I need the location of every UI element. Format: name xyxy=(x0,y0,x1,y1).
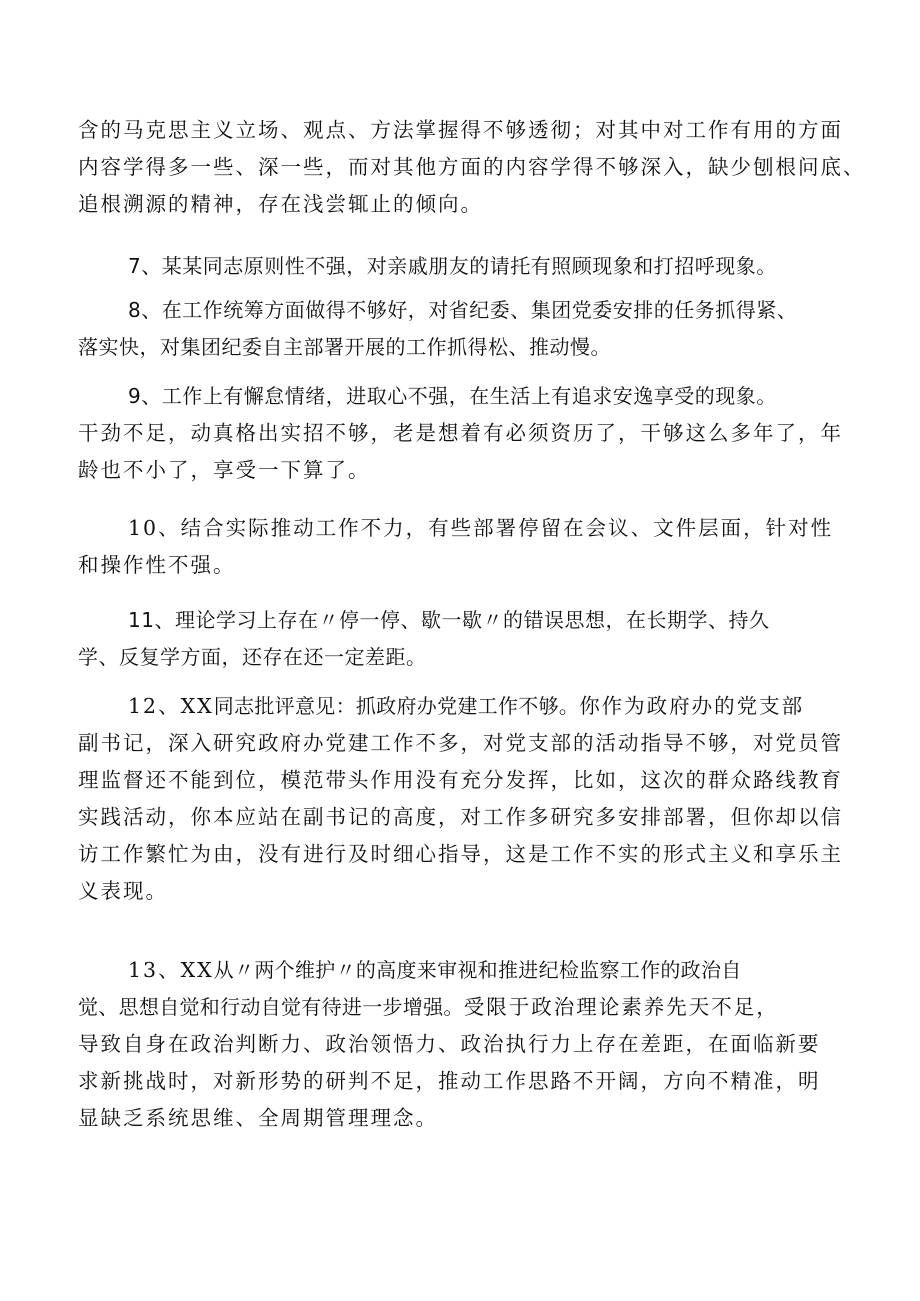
item-number: 13、XX xyxy=(128,958,214,982)
paragraph-item-7 xyxy=(78,248,858,285)
text-line: 和操作性不强。 xyxy=(78,553,236,577)
text-line: 学、反复学方面，还存在还一定差距。 xyxy=(78,645,427,669)
paragraph-item-10 xyxy=(78,510,858,584)
text-line: 访工作繁忙为由，没有进行及时细心指导，这是工作不实的形式主义和享乐主 xyxy=(78,842,843,866)
item-number: 12、XX xyxy=(128,694,214,718)
text-line: 含的马克思主义立场、观点、方法掌握得不够透彻；对其中对工作有用的方面 xyxy=(78,118,843,142)
text-line xyxy=(78,688,858,725)
text-line xyxy=(78,989,858,1026)
text-line: 落实快，对集团纪委自主部署开展的工作抓得松、推动慢。 xyxy=(78,335,611,359)
text-line: 导致自身在政治判断力、政治领悟力、政治执行力上存在差距，在面临新要 xyxy=(78,1032,821,1056)
text-line: 11、理论学习上存在〃停一停、歇一歇〃的错误思想，在长期学、持久 xyxy=(128,608,770,632)
text-line: 内容学得多一些、深一些，而对其他方面的内容学得不够深入，缺少刨根问底、 xyxy=(78,155,866,179)
text-line: 8、在工作统筹方面做得不够好，对省纪委、集团党委安排的任务抓得紧、 xyxy=(128,298,798,322)
text-line: 追根溯源的精神，存在浅尝辄止的倾向。 xyxy=(78,192,483,216)
text-line: 显缺乏系统思维、全周期管理理念。 xyxy=(78,1106,438,1130)
text-run: 你作为政府办的党支部 xyxy=(579,694,805,718)
text-run: 受限于政治理论素养先天不足， xyxy=(463,995,779,1019)
text-line xyxy=(78,952,858,989)
item-heading: 从〃两个维护〃的高度来审视和推进纪检监察工作的政治自 xyxy=(213,958,742,982)
paragraph-item-13 xyxy=(78,952,858,1137)
item-heading: 觉、思想自觉和行动自觉有待进一步增强。 xyxy=(78,995,464,1019)
text-line: 9、工作上有懈怠情绪，进取心不强，在生活上有追求安逸享受的现象。 xyxy=(128,384,777,408)
item-heading: 同志批评意见：抓政府办党建工作不够。 xyxy=(213,694,580,718)
paragraph-item-9 xyxy=(78,378,858,489)
text-line: 义表现。 xyxy=(78,879,168,903)
paragraph-intro xyxy=(78,112,866,223)
text-line: 实践活动，你本应站在副书记的高度，对工作多研究多安排部署，但你却以信 xyxy=(78,805,843,829)
paragraph-item-11 xyxy=(78,602,858,676)
text-line: 副书记，深入研究政府办党建工作不多，对党支部的活动指导不够，对党员管 xyxy=(78,731,843,755)
text-line: 10、结合实际推动工作不力，有些部署停留在会议、文件层面，针对性 xyxy=(128,516,834,540)
paragraph-item-12 xyxy=(78,688,858,910)
text-line: 理监督还不能到位，模范带头作用没有充分发挥，比如，这次的群众路线教育 xyxy=(78,768,843,792)
text-line: 干劲不足，动真格出实招不够，老是想着有必须资历了，干够这么多年了，年 xyxy=(78,421,843,445)
paragraph-item-8 xyxy=(78,292,858,366)
text-line: 求新挑战时，对新形势的研判不足，推动工作思路不开阔，方向不精准，明 xyxy=(78,1069,821,1093)
text-line: 7、某某同志原则性不强，对亲戚朋友的请托有照顾现象和打招呼现象。 xyxy=(128,254,777,278)
text-line: 龄也不小了，享受一下算了。 xyxy=(78,458,371,482)
